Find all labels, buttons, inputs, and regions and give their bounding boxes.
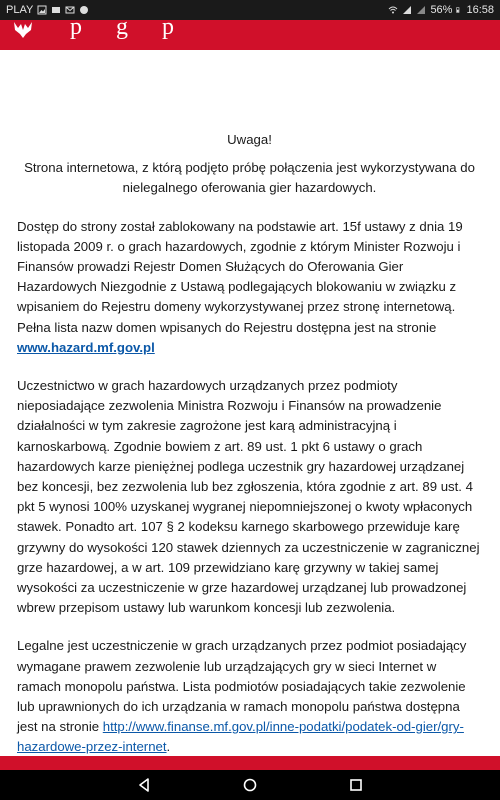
carrier-label: PLAY — [6, 4, 34, 16]
paragraph-penalties-text: Uczestnictwo w grach hazardowych urządzanych przez podmioty nieposiadające zezwolenia Ministra Rozwoju i Finansów na prowadzenie działalności w tym zakresie zagrożone jest karą administracyjną i karnoskarbową. Zgodnie bowiem z art. 89 ust. 1 pkt 6 ustawy o grach hazardowych karze pieniężnej podlega uczestnik gry hazardowej urządzanej bez koncesji, bez zezwolenia lub bez zgłoszenia, która zgodnie z art. 89 ust. 4 pkt 5 wynosi 100% uzyskanej wygranej niepomniejszonej o kwoty wpłaconych stawek. Ponadto art. 107 § 2 kodeksu karnego skarbowego przewiduje karę grzywny do wysokości 120 stawek dziennych za uczestniczenie w zagranicznej grze hazardowej, a w art. 109 przewidziano karę grzywny w takiej samej wysokości za uczestniczenie w grze hazardowej urządzanej lub prowadzonej wbrew przepisom ustawy lub warunkom koncesji lub zezwolenia. — [17, 378, 480, 616]
signal-icon — [402, 5, 412, 15]
hazard-registry-link[interactable]: www.hazard.mf.gov.pl — [17, 339, 155, 355]
navigation-bar — [0, 770, 500, 800]
home-icon — [243, 778, 257, 792]
battery-percent: 56% — [430, 4, 453, 16]
paragraph-registry-text: Dostęp do strony został zablokowany na podstawie art. 15f ustawy z dnia 19 listopada 2009 r. o grach hazardowych, zgodnie z którym Minister Rozwoju i Finansów prowadzi Rejestr Domen Służących do Oferowania Gier Hazardowych Niezgodnie z Ustawą podlegających blokowaniu w związku z wpisaniem do Rejestru domeny wykorzystywanej przez stronę internetową. Pełna lista nazw domen wpisanych do Rejestru dostępna jest na stronie — [17, 218, 463, 335]
status-right — [388, 4, 494, 16]
notice-title: Uwaga! — [227, 132, 272, 147]
home-button[interactable] — [242, 777, 258, 793]
main-content — [0, 50, 500, 756]
paragraph-penalties — [17, 376, 482, 618]
clock: 16:58 — [466, 4, 494, 16]
paragraph-legal — [17, 636, 482, 757]
legal-operators-link[interactable]: http://www.finanse.mf.gov.pl/inne-podatki/podatek-od-gier/gry-hazardowe-przez-internet — [17, 719, 464, 755]
wifi-icon — [388, 5, 398, 15]
recents-icon — [349, 778, 363, 792]
paragraph-legal-end: . — [166, 739, 171, 755]
recents-button[interactable] — [348, 777, 364, 793]
mail-notification-icon — [65, 5, 75, 15]
status-left — [6, 4, 89, 16]
image-notification-icon — [37, 5, 47, 15]
site-title-fragment: p g p — [70, 20, 188, 40]
gallery-notification-icon — [51, 5, 61, 15]
signal-2-icon — [416, 5, 426, 15]
site-header — [0, 20, 500, 50]
notice-subtitle: Strona internetowa, z którą podjęto próbę połączenia jest wykorzystywana do nielegalnego oferowania gier hazardowych. — [24, 160, 475, 196]
back-button[interactable] — [136, 777, 152, 793]
site-footer — [0, 756, 500, 770]
status-bar — [0, 0, 500, 20]
paragraph-legal-text: Legalne jest uczestniczenie w grach urządzanych przez podmiot posiadający wymagane prawem zezwolenie lub urządzających gry w sieci Internet w ramach monopolu państwa. Lista podmiotów posiadających takie zezwolenie lub uprawnionych do ich urządzania w ramach monopolu państwa dostępna jest na stronie — [17, 638, 467, 735]
paragraph-registry — [17, 217, 482, 358]
back-icon — [137, 778, 151, 792]
eagle-emblem-icon — [12, 22, 34, 38]
battery-icon — [456, 5, 462, 15]
chat-notification-icon — [79, 5, 89, 15]
